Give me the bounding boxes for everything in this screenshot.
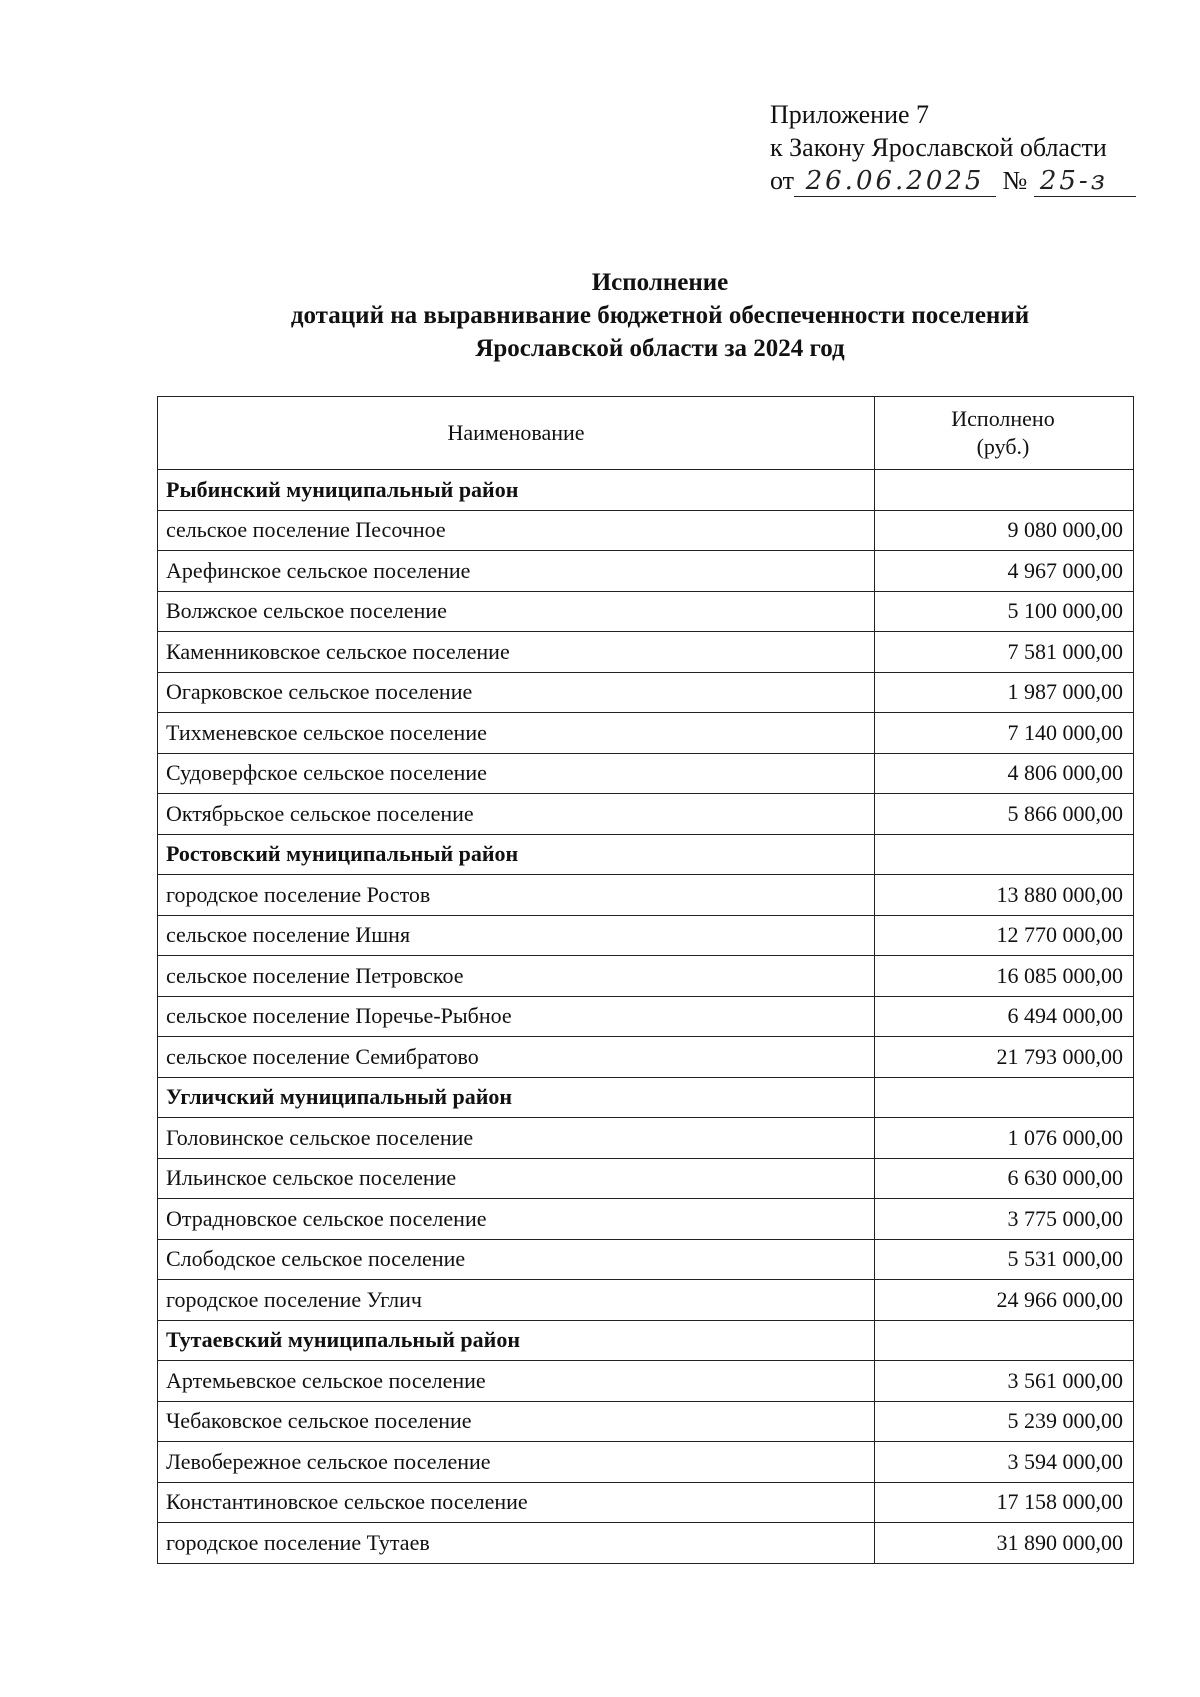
table-row bbox=[158, 875, 1134, 916]
amount-cell: 7 581 000,00 bbox=[875, 632, 1134, 673]
settlement-name-cell: Отрадновское сельское поселение bbox=[158, 1199, 875, 1240]
settlement-name-cell: Тихменевское сельское поселение bbox=[158, 713, 875, 754]
amount-cell: 12 770 000,00 bbox=[875, 915, 1134, 956]
amount-cell: 5 239 000,00 bbox=[875, 1401, 1134, 1442]
settlement-name-cell: Артемьевское сельское поселение bbox=[158, 1361, 875, 1402]
district-row bbox=[158, 1077, 1134, 1118]
amount-cell bbox=[875, 470, 1134, 511]
district-name-cell: Угличский муниципальный район bbox=[158, 1077, 875, 1118]
settlement-name-cell: сельское поселение Ишня bbox=[158, 915, 875, 956]
settlement-name-cell: Левобережное сельское поселение bbox=[158, 1442, 875, 1483]
settlement-name-cell: Константиновское сельское поселение bbox=[158, 1482, 875, 1523]
number-prefix: № bbox=[1002, 166, 1028, 195]
table-row bbox=[158, 632, 1134, 673]
table-row bbox=[158, 1037, 1134, 1078]
settlement-name-cell: Слободское сельское поселение bbox=[158, 1239, 875, 1280]
amount-cell: 6 494 000,00 bbox=[875, 996, 1134, 1037]
amount-cell: 3 775 000,00 bbox=[875, 1199, 1134, 1240]
amount-cell: 7 140 000,00 bbox=[875, 713, 1134, 754]
amount-cell: 5 100 000,00 bbox=[875, 591, 1134, 632]
header-name: Наименование bbox=[158, 397, 875, 470]
table-row bbox=[158, 956, 1134, 997]
amount-cell: 13 880 000,00 bbox=[875, 875, 1134, 916]
amount-cell: 24 966 000,00 bbox=[875, 1280, 1134, 1321]
settlement-name-cell: городское поселение Тутаев bbox=[158, 1523, 875, 1564]
amount-cell: 21 793 000,00 bbox=[875, 1037, 1134, 1078]
document-title bbox=[0, 266, 1200, 365]
settlement-name-cell: сельское поселение Поречье-Рыбное bbox=[158, 996, 875, 1037]
date-prefix: от bbox=[770, 166, 795, 195]
title-line-2: дотаций на выравнивание бюджетной обеспеченности поселений bbox=[290, 302, 1030, 329]
amount-cell bbox=[875, 834, 1134, 875]
title-line-1: Исполнение bbox=[591, 269, 729, 296]
amount-cell: 1 076 000,00 bbox=[875, 1118, 1134, 1159]
settlement-name-cell: сельское поселение Петровское bbox=[158, 956, 875, 997]
table-row bbox=[158, 1158, 1134, 1199]
settlement-name-cell: Волжское сельское поселение bbox=[158, 591, 875, 632]
table-row bbox=[158, 1482, 1134, 1523]
amount-cell: 4 806 000,00 bbox=[875, 753, 1134, 794]
handwritten-date: 26.06.2025 bbox=[794, 166, 996, 197]
table-row bbox=[158, 1280, 1134, 1321]
settlement-name-cell: Судоверфское сельское поселение bbox=[158, 753, 875, 794]
appendix-law-ref: к Закону Ярославской области bbox=[770, 133, 1107, 162]
table-row bbox=[158, 591, 1134, 632]
table-row bbox=[158, 551, 1134, 592]
header-amount bbox=[875, 397, 1134, 470]
subsidy-table bbox=[157, 396, 1134, 1564]
amount-cell: 5 531 000,00 bbox=[875, 1239, 1134, 1280]
table-row bbox=[158, 1239, 1134, 1280]
table-row bbox=[158, 713, 1134, 754]
amount-cell: 17 158 000,00 bbox=[875, 1482, 1134, 1523]
header-amount-line-1: Исполнено bbox=[951, 406, 1055, 431]
amount-cell bbox=[875, 1077, 1134, 1118]
appendix-date-line bbox=[770, 164, 1136, 197]
table-row bbox=[158, 1401, 1134, 1442]
table-row bbox=[158, 794, 1134, 835]
settlement-name-cell: Огарковское сельское поселение bbox=[158, 672, 875, 713]
amount-cell: 3 561 000,00 bbox=[875, 1361, 1134, 1402]
settlement-name-cell: Чебаковское сельское поселение bbox=[158, 1401, 875, 1442]
amount-cell: 6 630 000,00 bbox=[875, 1158, 1134, 1199]
amount-cell: 9 080 000,00 bbox=[875, 510, 1134, 551]
table-row bbox=[158, 672, 1134, 713]
table-row bbox=[158, 510, 1134, 551]
table-header-row bbox=[158, 397, 1134, 470]
settlement-name-cell: городское поселение Ростов bbox=[158, 875, 875, 916]
amount-cell: 3 594 000,00 bbox=[875, 1442, 1134, 1483]
settlement-name-cell: Арефинское сельское поселение bbox=[158, 551, 875, 592]
table-row bbox=[158, 996, 1134, 1037]
settlement-name-cell: сельское поселение Песочное bbox=[158, 510, 875, 551]
settlement-name-cell: Каменниковское сельское поселение bbox=[158, 632, 875, 673]
amount-cell: 5 866 000,00 bbox=[875, 794, 1134, 835]
title-line-3: Ярославской области за 2024 год bbox=[475, 335, 845, 362]
settlement-name-cell: городское поселение Углич bbox=[158, 1280, 875, 1321]
amount-cell: 31 890 000,00 bbox=[875, 1523, 1134, 1564]
table-row bbox=[158, 1361, 1134, 1402]
settlement-name-cell: Октябрьское сельское поселение bbox=[158, 794, 875, 835]
district-name-cell: Рыбинский муниципальный район bbox=[158, 470, 875, 511]
amount-cell bbox=[875, 1320, 1134, 1361]
settlement-name-cell: Головинское сельское поселение bbox=[158, 1118, 875, 1159]
settlement-name-cell: Ильинское сельское поселение bbox=[158, 1158, 875, 1199]
appendix-header bbox=[770, 98, 1136, 197]
table-row bbox=[158, 1442, 1134, 1483]
table-row bbox=[158, 915, 1134, 956]
header-amount-line-2: (руб.) bbox=[976, 434, 1030, 459]
district-name-cell: Ростовский муниципальный район bbox=[158, 834, 875, 875]
settlement-name-cell: сельское поселение Семибратово bbox=[158, 1037, 875, 1078]
handwritten-number: 25-з bbox=[1034, 166, 1136, 197]
district-row bbox=[158, 470, 1134, 511]
table-row bbox=[158, 753, 1134, 794]
amount-cell: 4 967 000,00 bbox=[875, 551, 1134, 592]
table-row bbox=[158, 1199, 1134, 1240]
district-name-cell: Тутаевский муниципальный район bbox=[158, 1320, 875, 1361]
table-row bbox=[158, 1118, 1134, 1159]
amount-cell: 16 085 000,00 bbox=[875, 956, 1134, 997]
district-row bbox=[158, 1320, 1134, 1361]
table-row bbox=[158, 1523, 1134, 1564]
appendix-number: Приложение 7 bbox=[770, 100, 930, 129]
amount-cell: 1 987 000,00 bbox=[875, 672, 1134, 713]
district-row bbox=[158, 834, 1134, 875]
